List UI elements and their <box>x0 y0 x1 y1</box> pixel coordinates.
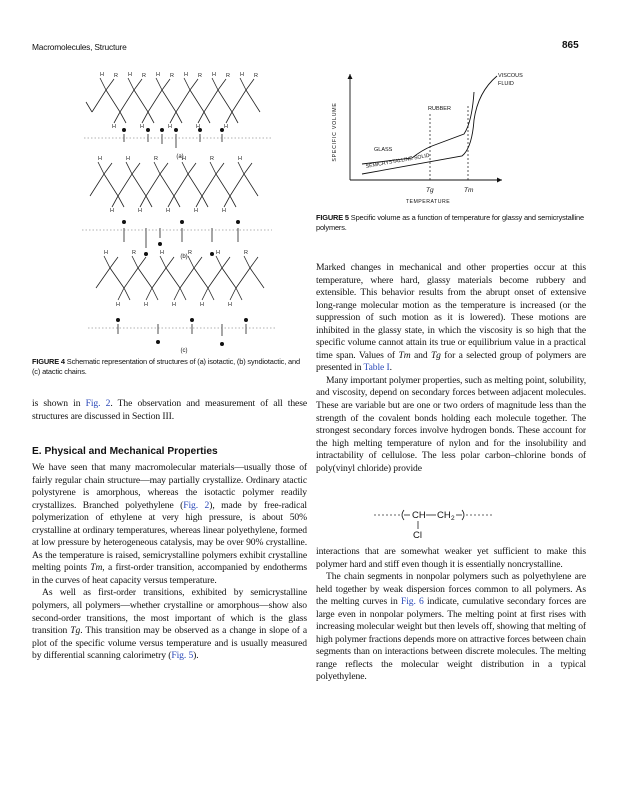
formula-cl: Cl <box>413 530 422 540</box>
text-run: . <box>389 362 392 374</box>
text-run: The chain segments in nonpolar polymers such as polyethylene are held together by weak dispersion forces common to all polymers. As the melting curves in <box>316 571 586 608</box>
svg-text:H: H <box>216 250 220 256</box>
figure-4 <box>62 62 302 358</box>
figure-4-caption-text: Schematic representation of structures of (a) isotactic, (b) syndiotactic, and (c) atactic chains. <box>32 357 300 376</box>
figure-4-caption-label: FIGURE 4 <box>32 357 65 366</box>
figure-5-caption-text: Specific volume as a function of temperature for glassy and semicrystalline polymers. <box>316 213 584 232</box>
svg-text:H: H <box>112 124 116 130</box>
backbone-c <box>96 268 264 288</box>
svg-text:H: H <box>116 302 120 308</box>
svg-text:H: H <box>156 72 160 78</box>
backbone-b <box>90 174 258 196</box>
svg-text:H: H <box>110 208 114 214</box>
text-run: Marked changes in mechanical and other properties occur at this temperature, where hard, glassy materials become rubbery and extensible. This behavior results from the abrupt onset of extensive long-range molecular motion as the temperature is increased (or the suppression of such motion as it is lowered). These motions are inhibited in the glassy state, in which the viscosity is so high that the specific volume cannot attain its true or equilibrium value in a practical time span. Values of <box>316 262 586 361</box>
y-axis-arrow <box>348 74 353 79</box>
pvc-formula-graphic <box>370 506 510 540</box>
link-fig-6[interactable]: Fig. 6 <box>400 596 424 608</box>
text-run: . This transition may be observed as a change in slope of a plot of the specific volume versus temperature and is usually measured by differential scanning calorimetry ( <box>32 625 308 662</box>
svg-text:H: H <box>196 124 200 130</box>
text-run: indicate, cumulative secondary forces are large even in nonpolar polymers. The melting point at first rises with increasing molecular weight but then levels off, showing that melting of high polymer fractions depends more on attractive forces between chain segments than on interactions between discrete molecules. The melting range reflects the molecular weight distribution in a typical polyethylene. <box>316 596 586 683</box>
svg-text:R: R <box>244 250 248 256</box>
svg-text:H: H <box>200 302 204 308</box>
text-run: and <box>410 349 431 361</box>
right-column-top <box>316 262 586 475</box>
text-run: for a selected group of polymers are presented in <box>316 349 586 374</box>
text-run: ). <box>193 650 199 662</box>
text-run: , a first-order transition, accompanied by endotherms in the curves of heat capacity versus temperature. <box>32 562 307 586</box>
svg-text:H: H <box>228 302 232 308</box>
text-run: is shown in <box>32 398 86 409</box>
svg-text:R: R <box>198 73 202 79</box>
section-heading: E. Physical and Mechanical Properties <box>32 446 218 457</box>
svg-text:H: H <box>184 72 188 78</box>
left-column-intro <box>32 398 307 423</box>
svg-text:R: R <box>210 156 214 162</box>
symbol-tm: Tm <box>398 349 411 361</box>
text-run: ), made by free-radical polymerization of ethylene at very high pressure, is about 50% crystalline at ordinary temperatures, whereas linear polyethylene, formed at low pressure by heterogeneous catalysis, may be over 90% crystalline. As the temperature is raised, semicrystalline polymers exhibit crystalline melting points <box>32 499 307 574</box>
label-viscous: VISCOUS <box>498 73 523 79</box>
svg-text:R: R <box>114 73 118 79</box>
label-fluid: FLUID <box>498 81 514 87</box>
label-rubber: RUBBER <box>428 106 451 112</box>
y-axis-label: SPECIFIC VOLUME <box>332 102 338 162</box>
label-glass: GLASS <box>374 147 393 153</box>
pvc-formula <box>370 506 510 540</box>
figure-5-caption-label: FIGURE 5 <box>316 213 349 222</box>
svg-text:H: H <box>212 72 216 78</box>
svg-text:H: H <box>144 302 148 308</box>
svg-text:H: H <box>238 156 242 162</box>
svg-text:H: H <box>182 156 186 162</box>
svg-text:H: H <box>140 124 144 130</box>
tick-tm: Tm <box>464 187 474 194</box>
formula-ch: CH <box>412 510 426 521</box>
link-fig-2[interactable]: Fig. 2 <box>85 398 111 409</box>
svg-text:H: H <box>98 156 102 162</box>
panel-label-c: (c) <box>180 348 188 354</box>
svg-text:R: R <box>154 156 158 162</box>
paragraph: Many important polymer properties, such as melting point, solubility, and viscosity, depend on secondary forces between adjacent molecules. These are variable but are one or two orders of magnitude less than the strength of the covalent bonds holding each molecule together. The strongest secondary forces involve hydrogen bonds. These account for the high melting temperature of nylon and for the insolubility and intractability of cellulose. The less polar carbon–chlorine bonds of poly(vinyl chloride) provide <box>316 374 586 474</box>
svg-text:H: H <box>194 208 198 214</box>
link-fig-2-b[interactable]: Fig. 2 <box>183 499 210 511</box>
glass-rubber-curve <box>362 92 474 164</box>
figure-4-diagram <box>62 62 302 358</box>
x-axis-arrow <box>497 178 502 183</box>
svg-text:H: H <box>172 302 176 308</box>
text-run: As well as first-order transitions, exhibited by semicrystalline polymers, all polymers—whether crystalline or amorphous—show also second-order transitions, the most important of which is the glass transition <box>32 587 307 637</box>
svg-text:H: H <box>138 208 142 214</box>
text-run: . The observation and measurement of all these structures are discussed in Section III. <box>32 398 307 422</box>
svg-text:H: H <box>166 208 170 214</box>
left-column-body <box>32 462 307 663</box>
svg-text:H: H <box>126 156 130 162</box>
svg-text:H: H <box>160 250 164 256</box>
paragraph: interactions that are somewhat weaker yet sufficient to make this polymer hard and stiff even though it is essentially noncrystalline. <box>316 546 586 570</box>
svg-text:H: H <box>104 250 108 256</box>
panel-label-b: (b) <box>180 254 188 260</box>
link-table-1[interactable]: Table I <box>363 362 390 374</box>
right-column-bottom <box>316 546 586 684</box>
svg-text:H: H <box>224 124 228 130</box>
svg-text:H: H <box>100 72 104 78</box>
svg-text:H: H <box>240 72 244 78</box>
running-title: Macromolecules, Structure <box>32 42 127 52</box>
text-run: We have seen that many macromolecular materials—usually those of fairly regular chain structure—may partially crystallize. Ordinary atactic polystyrene is amorphous, whereas the isotactic polymer readily crystallizes. Branched polyethylene ( <box>32 462 307 511</box>
symbol-tg: Tg <box>430 349 441 361</box>
svg-text:H: H <box>222 208 226 214</box>
svg-text:R: R <box>254 73 258 79</box>
formula-subscript: 2 <box>451 515 455 522</box>
panel-label-a: (a) <box>176 154 184 160</box>
figure-5-caption <box>316 213 586 233</box>
x-axis-label: TEMPERATURE <box>405 199 451 205</box>
formula-ch2: CH <box>437 510 451 521</box>
svg-text:R: R <box>170 73 174 79</box>
tick-tg: Tg <box>426 187 434 194</box>
symbol-tg: Tg <box>70 625 81 637</box>
semicrystalline-curve <box>362 76 497 174</box>
svg-text:R: R <box>132 250 136 256</box>
page-number: 865 <box>562 40 579 51</box>
svg-text:R: R <box>188 250 192 256</box>
svg-text:H: H <box>168 124 172 130</box>
backbone-a <box>92 90 260 112</box>
figure-5-plot <box>322 62 592 212</box>
figure-4-caption <box>32 357 307 377</box>
symbol-tm: Tm <box>90 562 103 574</box>
link-fig-5[interactable]: Fig. 5 <box>171 650 194 662</box>
figure-5 <box>322 62 592 212</box>
svg-text:R: R <box>226 73 230 79</box>
svg-text:H: H <box>128 72 132 78</box>
label-semicrystalline: SEMICRYSTALLINE SOLID <box>365 152 431 170</box>
svg-text:R: R <box>142 73 146 79</box>
